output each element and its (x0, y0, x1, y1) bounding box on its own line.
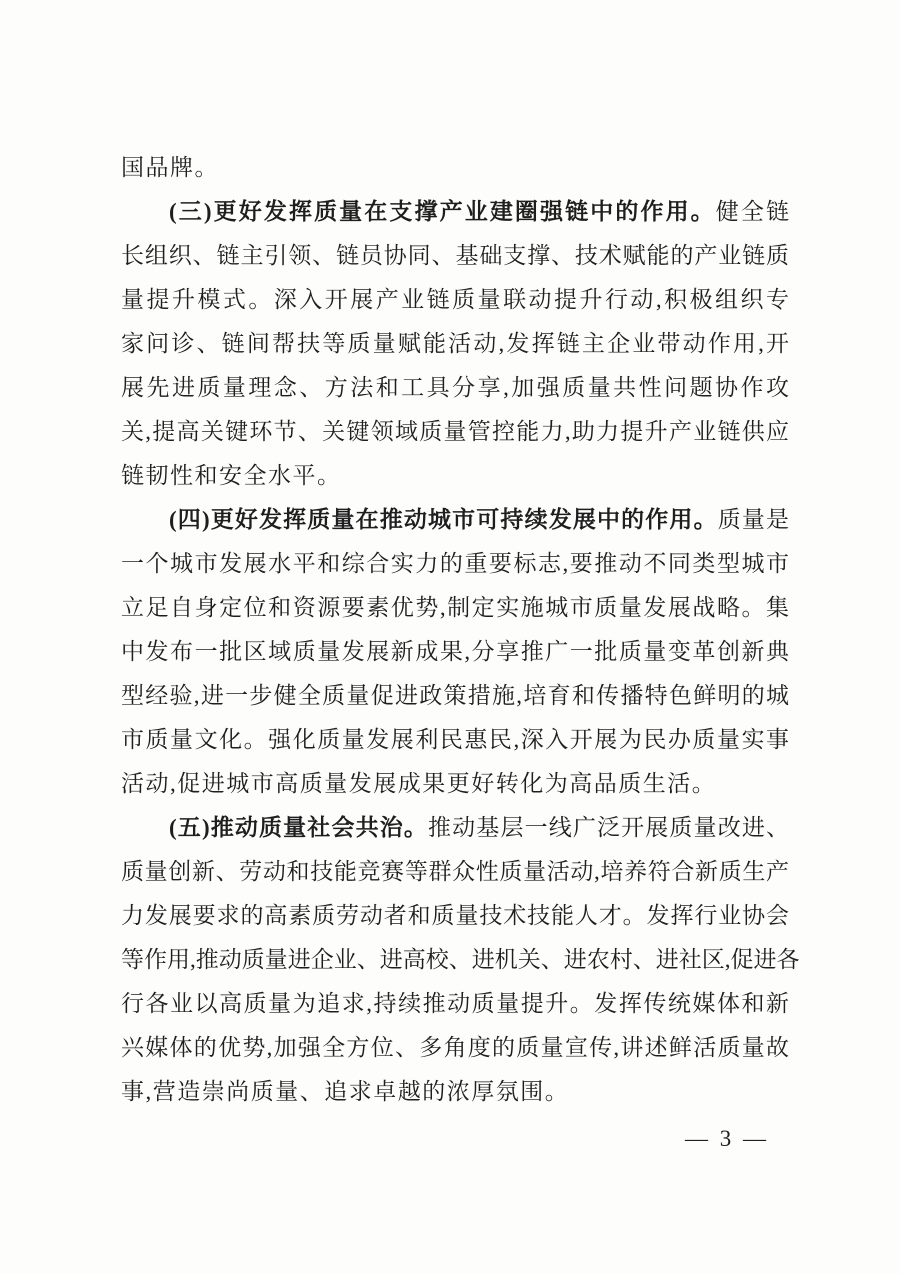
line-text: 家问诊、链间帮扶等质量赋能活动,发挥链主企业带动作用,开 (121, 331, 789, 356)
text-line (121, 1070, 789, 1114)
text-line (121, 1026, 789, 1070)
line-text: 推动基层一线广泛开展质量改进、 (428, 815, 789, 840)
text-line (121, 718, 789, 762)
line-text: 长组织、链主引领、链员协同、基础支撑、技术赋能的产业链质 (121, 243, 789, 268)
text-line (121, 630, 789, 674)
line-text: 一个城市发展水平和综合实力的重要标志,要推动不同类型城市 (121, 551, 789, 576)
text-line (121, 498, 789, 542)
line-text: 中发布一批区域质量发展新成果,分享推广一批质量变革创新典 (121, 639, 789, 664)
line-text: 行各业以高质量为追求,持续推动质量提升。发挥传统媒体和新 (121, 991, 789, 1016)
document-text-block (121, 146, 800, 1114)
line-text: 市质量文化。强化质量发展利民惠民,深入开展为民办质量实事 (121, 727, 789, 752)
text-line (121, 542, 789, 586)
line-text: 量提升模式。深入开展产业链质量联动提升行动,积极组织专 (121, 287, 789, 312)
text-line (121, 146, 789, 190)
text-line (121, 674, 789, 718)
section-heading: (三)更好发挥质量在支撑产业建圈强链中的作用。 (169, 199, 716, 224)
text-line (121, 762, 789, 806)
text-line (121, 894, 789, 938)
text-line (121, 410, 789, 454)
text-line (121, 454, 789, 498)
line-text: 兴媒体的优势,加强全方位、多角度的质量宣传,讲述鲜活质量故 (121, 1035, 789, 1060)
line-text: 国品牌。 (121, 155, 219, 180)
section-heading: (四)更好发挥质量在推动城市可持续发展中的作用。 (169, 507, 718, 532)
text-line (121, 190, 789, 234)
page-number: — 3 — (685, 1126, 769, 1151)
text-line (121, 586, 789, 630)
text-line (121, 322, 789, 366)
line-text: 关,提高关键环节、关键领域质量管控能力,助力提升产业链供应 (121, 419, 789, 444)
line-text: 立足自身定位和资源要素优势,制定实施城市质量发展战略。集 (121, 595, 789, 620)
line-text: 质量创新、劳动和技能竞赛等群众性质量活动,培养符合新质生产 (121, 859, 789, 884)
section-heading: (五)推动质量社会共治。 (169, 815, 429, 840)
text-line (121, 278, 789, 322)
line-text: 等作用,推动质量进企业、进高校、进机关、进农村、进社区,促进各 (121, 947, 800, 972)
line-text: 型经验,进一步健全质量促进政策措施,培育和传播特色鲜明的城 (121, 683, 789, 708)
text-line (121, 366, 789, 410)
text-line (121, 938, 800, 982)
line-text: 展先进质量理念、方法和工具分享,加强质量共性问题协作攻 (121, 375, 789, 400)
text-line (121, 850, 789, 894)
line-text: 事,营造崇尚质量、追求卓越的浓厚氛围。 (121, 1079, 570, 1104)
text-line (121, 806, 789, 850)
line-text: 力发展要求的高素质劳动者和质量技术技能人才。发挥行业协会 (121, 903, 789, 928)
text-line (121, 234, 789, 278)
text-line (121, 982, 789, 1026)
line-text: 质量是 (717, 507, 790, 532)
line-text: 链韧性和安全水平。 (121, 463, 342, 488)
line-text: 健全链 (715, 199, 789, 224)
line-text: 活动,促进城市高质量发展成果更好转化为高品质生活。 (121, 771, 717, 796)
